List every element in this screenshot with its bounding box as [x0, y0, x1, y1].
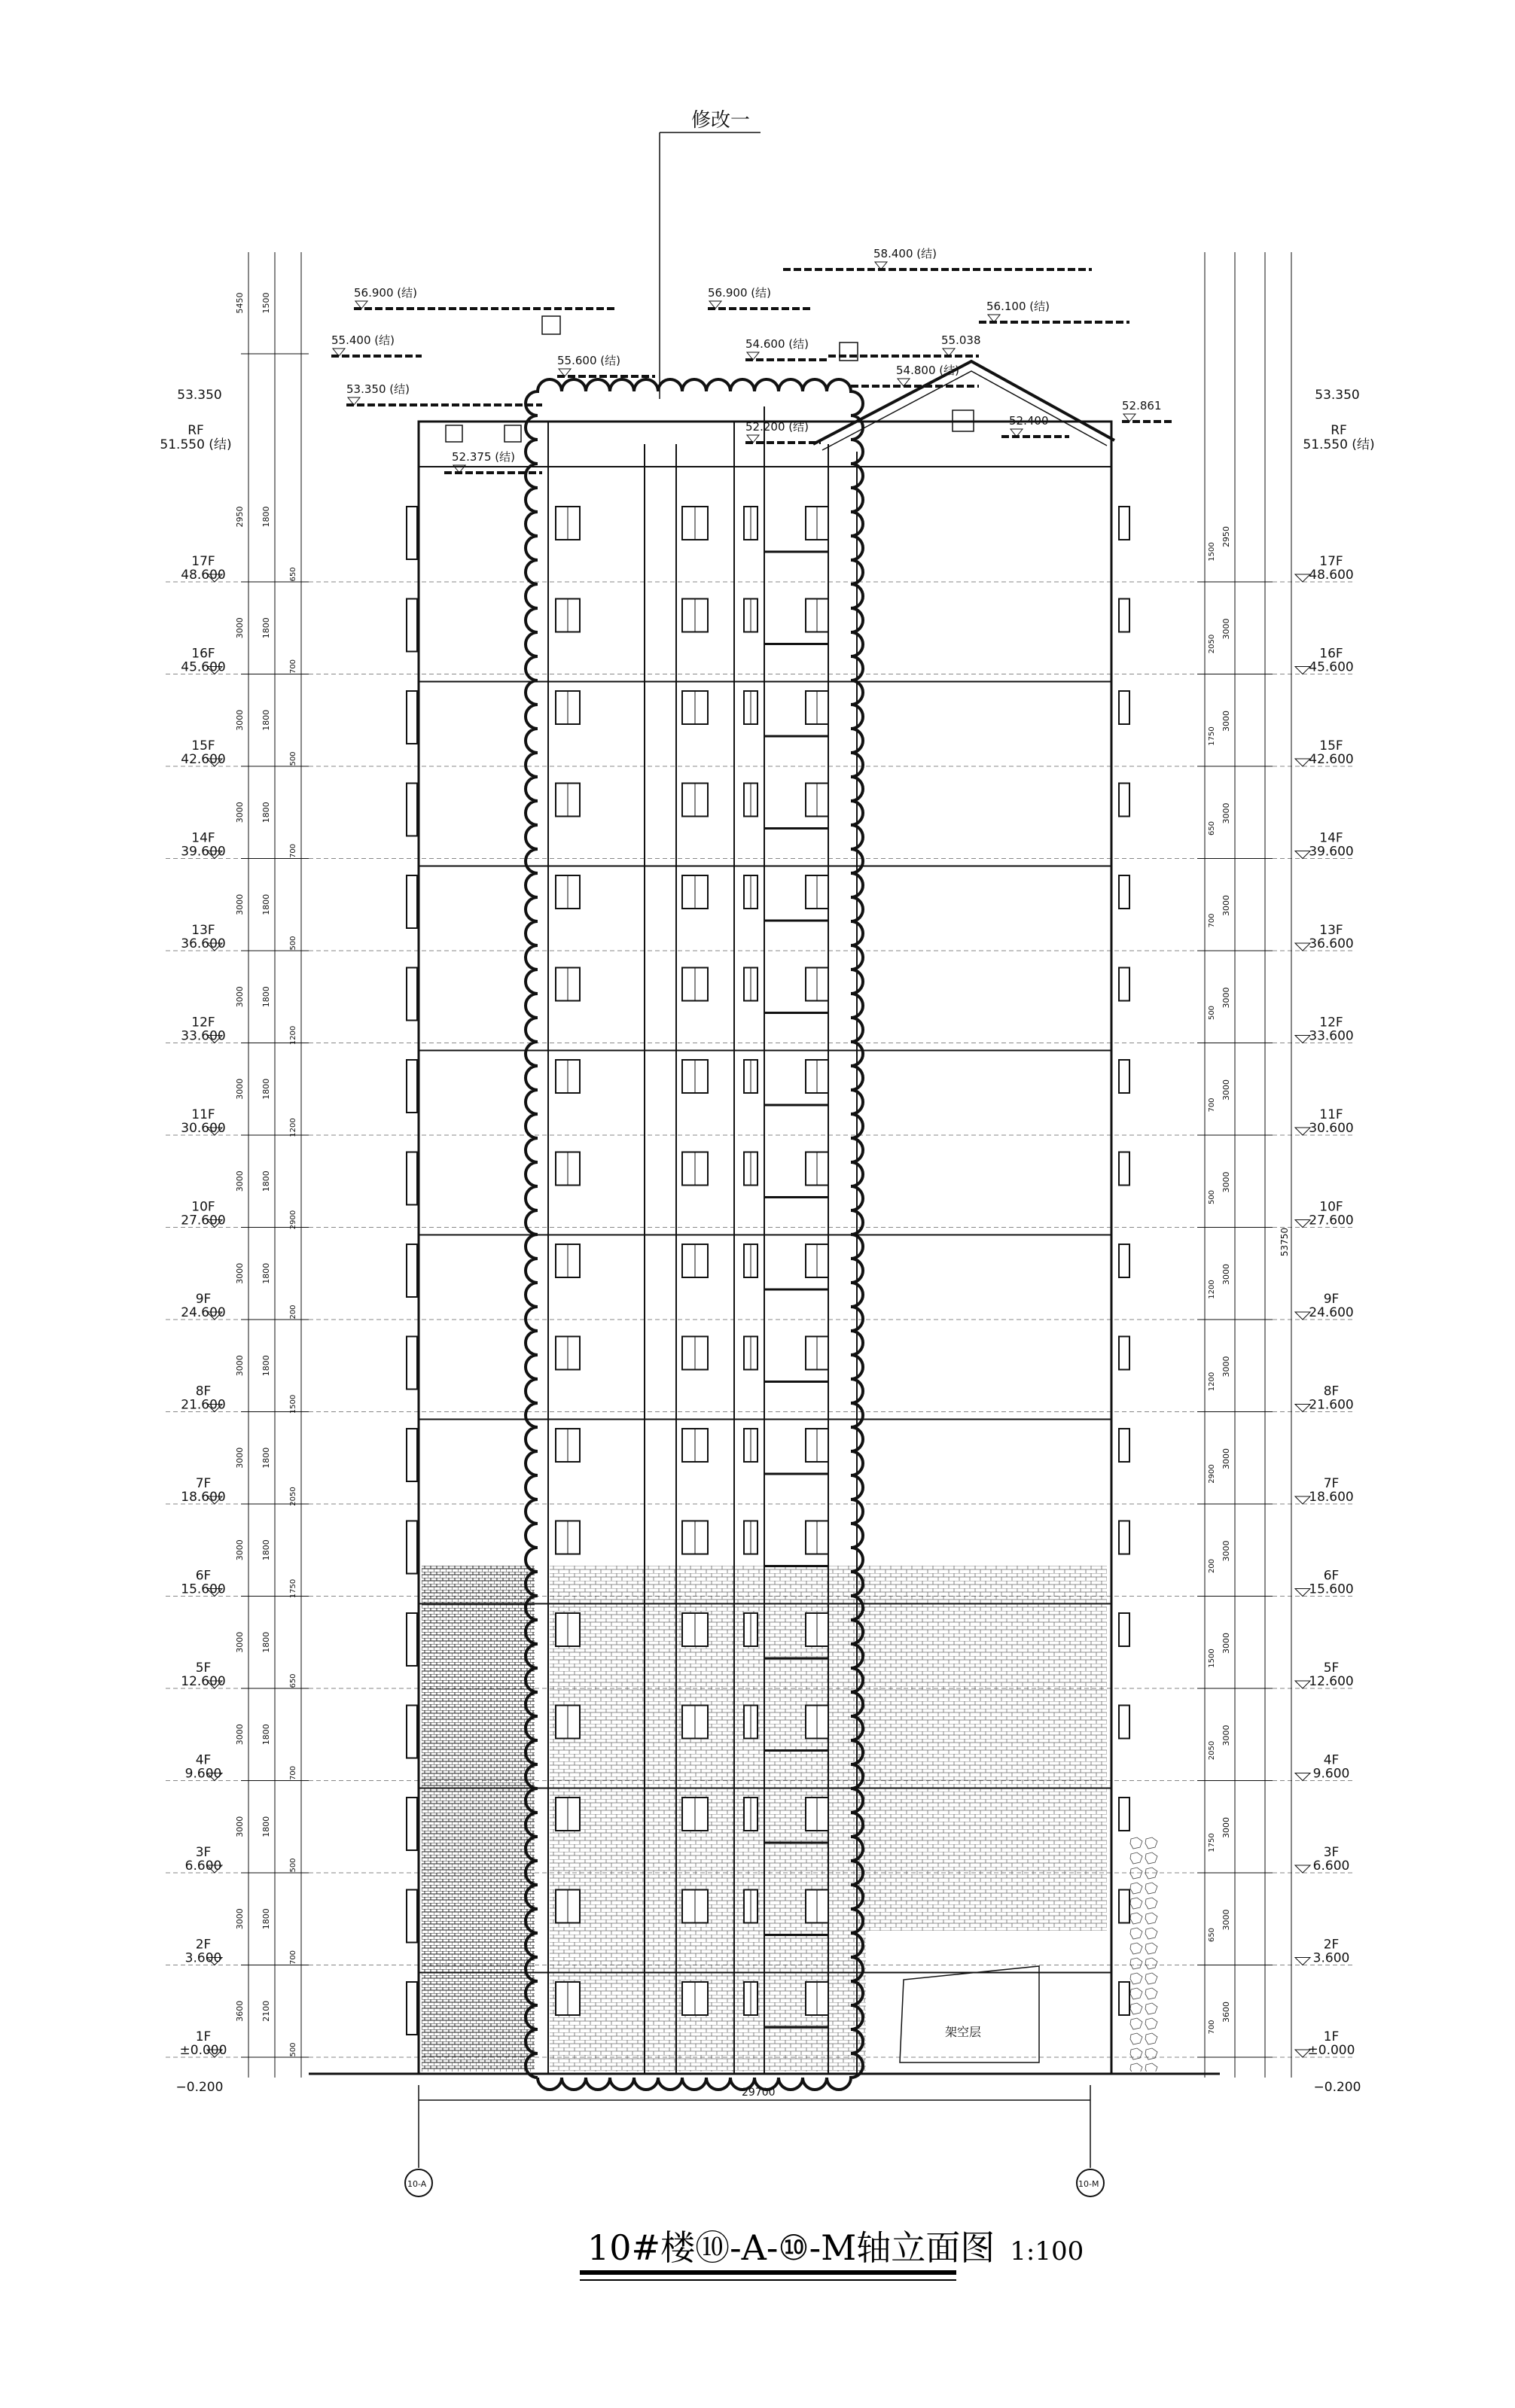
floor-elev-right: 21.600 — [1309, 1397, 1354, 1413]
roof-elev-text: 56.900 (结) — [354, 286, 417, 300]
roof-elev-text: 54.600 (结) — [745, 337, 809, 351]
dim-text: 3000 — [235, 1631, 245, 1653]
floor-elev-left: 18.600 — [181, 1490, 226, 1505]
roof-elev-text: 53.350 (结) — [346, 382, 410, 396]
dim-text: 1800 — [261, 1078, 271, 1100]
floor-elev-left: 30.600 — [181, 1121, 226, 1136]
dim-text-small: 500 — [289, 936, 297, 951]
roof-elev-text: 52.200 (结) — [745, 420, 809, 434]
dim-text-small: 500 — [289, 751, 297, 766]
dim-text: 3000 — [235, 1816, 245, 1837]
dim-text: 1500 — [261, 292, 271, 314]
dim-text: 1800 — [261, 506, 271, 528]
level-marker — [1295, 1128, 1310, 1135]
dim-text-small: 500 — [289, 1858, 297, 1873]
floor-name-right: 13F — [1319, 923, 1343, 938]
floor-name-right: 2F — [1323, 1937, 1340, 1953]
garage-opening — [900, 1966, 1039, 2062]
dim-text: 1800 — [261, 709, 271, 731]
floor-name-right: 8F — [1323, 1384, 1340, 1399]
dim-text: 3000 — [1221, 1817, 1231, 1838]
floor-elev-left: ±0.000 — [179, 2043, 227, 2058]
floor-elev-right: 24.600 — [1309, 1305, 1354, 1320]
floor-name-left: 3F — [195, 1845, 212, 1860]
dim-text-small: 1200 — [1208, 1280, 1216, 1299]
window — [407, 1244, 417, 1297]
level-marker — [1295, 1589, 1310, 1597]
floor-elev-right: 30.600 — [1309, 1121, 1354, 1136]
dim-text: 3000 — [235, 1171, 245, 1192]
window — [407, 1706, 417, 1758]
window — [1119, 1429, 1129, 1462]
left-dimension-chain — [235, 252, 309, 2078]
floor-elev-right: 27.600 — [1309, 1213, 1354, 1228]
floor-name-left: 12F — [191, 1015, 215, 1030]
floor-name-left: 6F — [195, 1568, 212, 1584]
dim-text: 3000 — [1221, 1264, 1231, 1285]
window — [1119, 1152, 1129, 1186]
floor-name-left: 1F — [195, 2029, 212, 2044]
dim-text-small: 650 — [1208, 820, 1216, 836]
dim-text-small: 1200 — [289, 1118, 297, 1137]
floor-elev-left: 27.600 — [181, 1213, 226, 1228]
dim-text-small: 2900 — [1208, 1464, 1216, 1484]
roof-elev-left: 51.550 (结) — [160, 437, 232, 452]
roof-name-right: RF — [1331, 423, 1347, 438]
floor-name-right: 11F — [1319, 1107, 1343, 1122]
level-marker — [1295, 1958, 1310, 1965]
floor-elev-right: 48.600 — [1309, 568, 1354, 583]
garage-label: 架空层 — [945, 2025, 982, 2039]
floor-elev-left: 39.600 — [181, 844, 226, 860]
dim-text: 3000 — [235, 1355, 245, 1377]
dim-text-small: 2050 — [289, 1487, 297, 1506]
floor-elev-right: 3.600 — [1312, 1950, 1350, 1966]
floor-name-left: 11F — [191, 1107, 215, 1122]
floor-name-left: 13F — [191, 923, 215, 938]
floor-name-right: 16F — [1319, 646, 1343, 662]
dim-text: 3000 — [235, 893, 245, 915]
window — [407, 1521, 417, 1574]
window — [407, 1798, 417, 1850]
dim-text: 1800 — [261, 1262, 271, 1284]
roof-elev-text: 55.400 (结) — [331, 333, 395, 347]
floor-name-right: 12F — [1319, 1015, 1343, 1030]
dim-text: 3000 — [235, 1724, 245, 1746]
dim-text: 1800 — [261, 1724, 271, 1746]
floor-elev-right: 18.600 — [1309, 1490, 1354, 1505]
floor-name-right: 7F — [1323, 1476, 1340, 1491]
roof-elev-right: 51.550 (结) — [1303, 437, 1375, 452]
floor-name-left: 10F — [191, 1199, 215, 1215]
level-marker — [1295, 1036, 1310, 1043]
roof-elev-text: 56.100 (结) — [986, 300, 1050, 313]
dim-text-small: 500 — [289, 2042, 297, 2057]
window — [1119, 1798, 1129, 1831]
dim-text: 2950 — [235, 506, 245, 528]
title-underline-thin — [580, 2279, 956, 2281]
window — [1119, 784, 1129, 817]
dim-text: 3000 — [1221, 895, 1231, 916]
level-marker — [1295, 1312, 1310, 1320]
dim-text-small: 700 — [289, 659, 297, 674]
window — [1119, 1613, 1129, 1646]
floor-name-left: 2F — [195, 1937, 212, 1953]
dim-text: 2100 — [261, 2000, 271, 2022]
level-marker — [1295, 1681, 1310, 1688]
floor-elev-left: 24.600 — [181, 1305, 226, 1320]
window — [407, 1982, 417, 2035]
floor-elev-left: 45.600 — [181, 659, 226, 675]
floor-name-right: 6F — [1323, 1568, 1340, 1584]
dim-text-small: 200 — [289, 1304, 297, 1320]
window — [407, 784, 417, 836]
dim-text: 2950 — [1221, 526, 1231, 547]
dim-text-small: 650 — [289, 567, 297, 582]
window — [407, 1429, 417, 1481]
window — [1119, 1890, 1129, 1923]
window — [1119, 1060, 1129, 1093]
dim-text-small: 1500 — [1208, 1648, 1216, 1668]
revision-note-text: 修改一 — [691, 109, 751, 132]
dim-text-small: 500 — [1208, 1189, 1216, 1205]
dim-text-small: 1750 — [289, 1578, 297, 1599]
floor-name-right: 3F — [1323, 1845, 1340, 1860]
dim-text: 3000 — [1221, 711, 1231, 732]
dim-text-small: 200 — [1208, 1558, 1216, 1574]
dim-text: 1800 — [261, 1631, 271, 1653]
floor-elev-right: 45.600 — [1309, 659, 1354, 675]
floor-elev-right: 42.600 — [1309, 752, 1354, 767]
total-dim-text: 53750 — [1279, 1227, 1290, 1257]
dim-text: 3600 — [1221, 2002, 1231, 2023]
dim-text: 1800 — [261, 1447, 271, 1469]
dim-text-small: 1500 — [289, 1394, 297, 1414]
roof-elev-text: 55.600 (结) — [557, 354, 620, 367]
dim-text-small: 1200 — [1208, 1371, 1216, 1392]
floor-elev-left: 21.600 — [181, 1397, 226, 1413]
dim-text: 3000 — [235, 1078, 245, 1100]
dim-text: 3000 — [1221, 987, 1231, 1009]
dim-text-small: 1200 — [289, 1025, 297, 1046]
dim-text: 3000 — [235, 1447, 245, 1469]
window — [1119, 599, 1129, 632]
floor-name-left: 14F — [191, 830, 215, 846]
window — [407, 1890, 417, 1943]
roof-elev-text: 52.861 — [1122, 399, 1162, 412]
bottom-dimension — [405, 2085, 1104, 2196]
floor-name-left: 17F — [191, 554, 215, 569]
window — [407, 1060, 417, 1113]
window — [407, 1613, 417, 1666]
level-marker — [1295, 1405, 1310, 1412]
floor-name-right: 1F — [1323, 2029, 1340, 2044]
window — [407, 599, 417, 652]
dim-text: 3000 — [235, 709, 245, 731]
floor-elev-left: 12.600 — [181, 1674, 226, 1689]
level-marker — [1295, 943, 1310, 951]
floor-name-left: 4F — [195, 1752, 212, 1768]
floor-elev-left: 6.600 — [184, 1859, 222, 1874]
floor-name-right: 5F — [1323, 1661, 1340, 1676]
window — [1119, 1337, 1129, 1370]
drawing-scale: 1:100 — [1010, 2236, 1084, 2266]
level-marker — [1295, 574, 1310, 582]
roof-elev-text: 56.900 (结) — [708, 286, 771, 300]
dim-text-small: 700 — [1208, 1097, 1216, 1113]
roof-elevation-marks — [331, 247, 1175, 473]
level-marker — [1295, 667, 1310, 674]
axis-right-label: 10-M — [1078, 2179, 1099, 2189]
dim-text: 3000 — [1221, 1171, 1231, 1193]
roof-name-left: RF — [187, 423, 204, 438]
level-marker — [1295, 1220, 1310, 1228]
dim-text-small: 700 — [1208, 2020, 1216, 2035]
dim-text-small: 2050 — [1208, 634, 1216, 654]
dim-text: 3000 — [1221, 1540, 1231, 1562]
floor-elev-right: 6.600 — [1312, 1859, 1350, 1874]
floor-name-left: 9F — [195, 1292, 212, 1307]
floor-elev-right: 39.600 — [1309, 844, 1354, 860]
roof-elev-text: 52.375 (结) — [452, 450, 515, 464]
dim-text: 1800 — [261, 1816, 271, 1837]
ground-elev-right: −0.200 — [1313, 2080, 1361, 2095]
right-dimension-chain — [1197, 252, 1291, 2078]
dim-text-small: 700 — [289, 1765, 297, 1781]
floor-name-right: 15F — [1319, 738, 1343, 753]
dim-text: 3000 — [1221, 1448, 1231, 1469]
floor-elev-right: 33.600 — [1309, 1028, 1354, 1044]
dim-text: 1800 — [261, 893, 271, 915]
dim-text: 1800 — [261, 1539, 271, 1561]
dim-text: 1800 — [261, 986, 271, 1008]
roof-elev-text: 58.400 (结) — [873, 247, 937, 260]
floor-name-right: 14F — [1319, 830, 1343, 846]
floor-elev-left: 3.600 — [184, 1950, 222, 1966]
dim-text: 1800 — [261, 1908, 271, 1930]
window — [1119, 691, 1129, 724]
floor-name-left: 15F — [191, 738, 215, 753]
dim-text-small: 700 — [289, 843, 297, 859]
window — [1119, 1706, 1129, 1739]
dim-text: 5450 — [235, 292, 245, 314]
dim-text-small: 1750 — [1208, 726, 1216, 746]
dim-text: 3600 — [235, 2000, 245, 2022]
dim-text: 3000 — [1221, 1356, 1231, 1378]
dim-text-small: 700 — [1208, 913, 1216, 928]
floor-name-left: 8F — [195, 1384, 212, 1399]
dim-text: 3000 — [1221, 1633, 1231, 1654]
window — [1119, 1521, 1129, 1554]
dim-text: 3000 — [1221, 802, 1231, 824]
dim-text: 1800 — [261, 1171, 271, 1192]
floor-elev-right: 12.600 — [1309, 1674, 1354, 1689]
level-marker — [1295, 1773, 1310, 1781]
title-underline-thick — [580, 2270, 956, 2275]
floor-elev-right: 9.600 — [1312, 1766, 1350, 1782]
dim-text-small: 650 — [1208, 1927, 1216, 1943]
dim-text-small: 700 — [289, 1950, 297, 1965]
revision-note — [660, 109, 761, 399]
drawing-title-main: 10#楼⑩-A-⑩-M轴立面图 — [587, 2227, 995, 2268]
dim-text: 1800 — [261, 1355, 271, 1377]
dim-text-small: 1750 — [1208, 1833, 1216, 1852]
window — [407, 1152, 417, 1205]
dim-text: 3000 — [1221, 1079, 1231, 1100]
dim-text: 3000 — [1221, 1725, 1231, 1746]
window — [407, 1337, 417, 1390]
dim-text-small: 2050 — [1208, 1740, 1216, 1761]
level-marker — [1295, 1865, 1310, 1873]
floor-elev-left: 36.600 — [181, 936, 226, 951]
drawing-title — [587, 2221, 1084, 2270]
parapet-elev-left: 53.350 — [177, 388, 222, 403]
dim-text: 3000 — [235, 986, 245, 1008]
bottom-dim-text: 29700 — [742, 2087, 776, 2099]
dim-text: 3000 — [1221, 1909, 1231, 1931]
level-marker — [1295, 851, 1310, 859]
window — [407, 691, 417, 744]
floor-elev-left: 33.600 — [181, 1028, 226, 1044]
roof-elev-text: 55.038 — [941, 333, 981, 347]
dim-text: 3000 — [235, 1539, 245, 1561]
floor-name-right: 17F — [1319, 554, 1343, 569]
dim-text: 1800 — [261, 617, 271, 639]
dim-text: 3000 — [235, 802, 245, 823]
ground-elev-left: −0.200 — [175, 2080, 224, 2095]
floor-name-left: 5F — [195, 1661, 212, 1676]
floor-name-right: 9F — [1323, 1292, 1340, 1307]
window — [407, 968, 417, 1021]
window — [1119, 968, 1129, 1001]
dim-text: 3000 — [1221, 618, 1231, 640]
floor-elev-right: 15.600 — [1309, 1581, 1354, 1597]
axis-left-label: 10-A — [407, 2179, 427, 2189]
dim-text-small: 500 — [1208, 1005, 1216, 1021]
floor-elev-right: ±0.000 — [1307, 2043, 1355, 2058]
drawing-title-block — [587, 2221, 1084, 2281]
dim-text: 3000 — [235, 1908, 245, 1930]
floor-elev-left: 48.600 — [181, 568, 226, 583]
floor-elev-left: 42.600 — [181, 752, 226, 767]
floor-elev-left: 9.600 — [184, 1766, 222, 1782]
floor-name-left: 7F — [195, 1476, 212, 1491]
window — [1119, 1982, 1129, 2015]
floor-name-left: 16F — [191, 646, 215, 662]
parapet-elev-right: 53.350 — [1315, 388, 1360, 403]
floor-elev-right: 36.600 — [1309, 936, 1354, 951]
window — [407, 507, 417, 559]
dim-text: 3000 — [235, 1262, 245, 1284]
floor-name-right: 4F — [1323, 1752, 1340, 1768]
dim-text: 1800 — [261, 802, 271, 823]
window — [407, 875, 417, 928]
dim-text: 3000 — [235, 617, 245, 639]
roof-elev-text: 54.800 (结) — [896, 364, 959, 377]
dim-text-small: 2900 — [289, 1210, 297, 1230]
floor-name-right: 10F — [1319, 1199, 1343, 1215]
window — [1119, 875, 1129, 909]
dim-text-small: 650 — [289, 1673, 297, 1688]
level-marker — [1295, 1496, 1310, 1504]
window — [1119, 507, 1129, 540]
dim-text-small: 1500 — [1208, 542, 1216, 562]
level-marker — [1295, 759, 1310, 766]
roof-elev-text: 52.400 — [1009, 414, 1049, 428]
floor-elev-left: 15.600 — [181, 1581, 226, 1597]
window — [1119, 1244, 1129, 1277]
